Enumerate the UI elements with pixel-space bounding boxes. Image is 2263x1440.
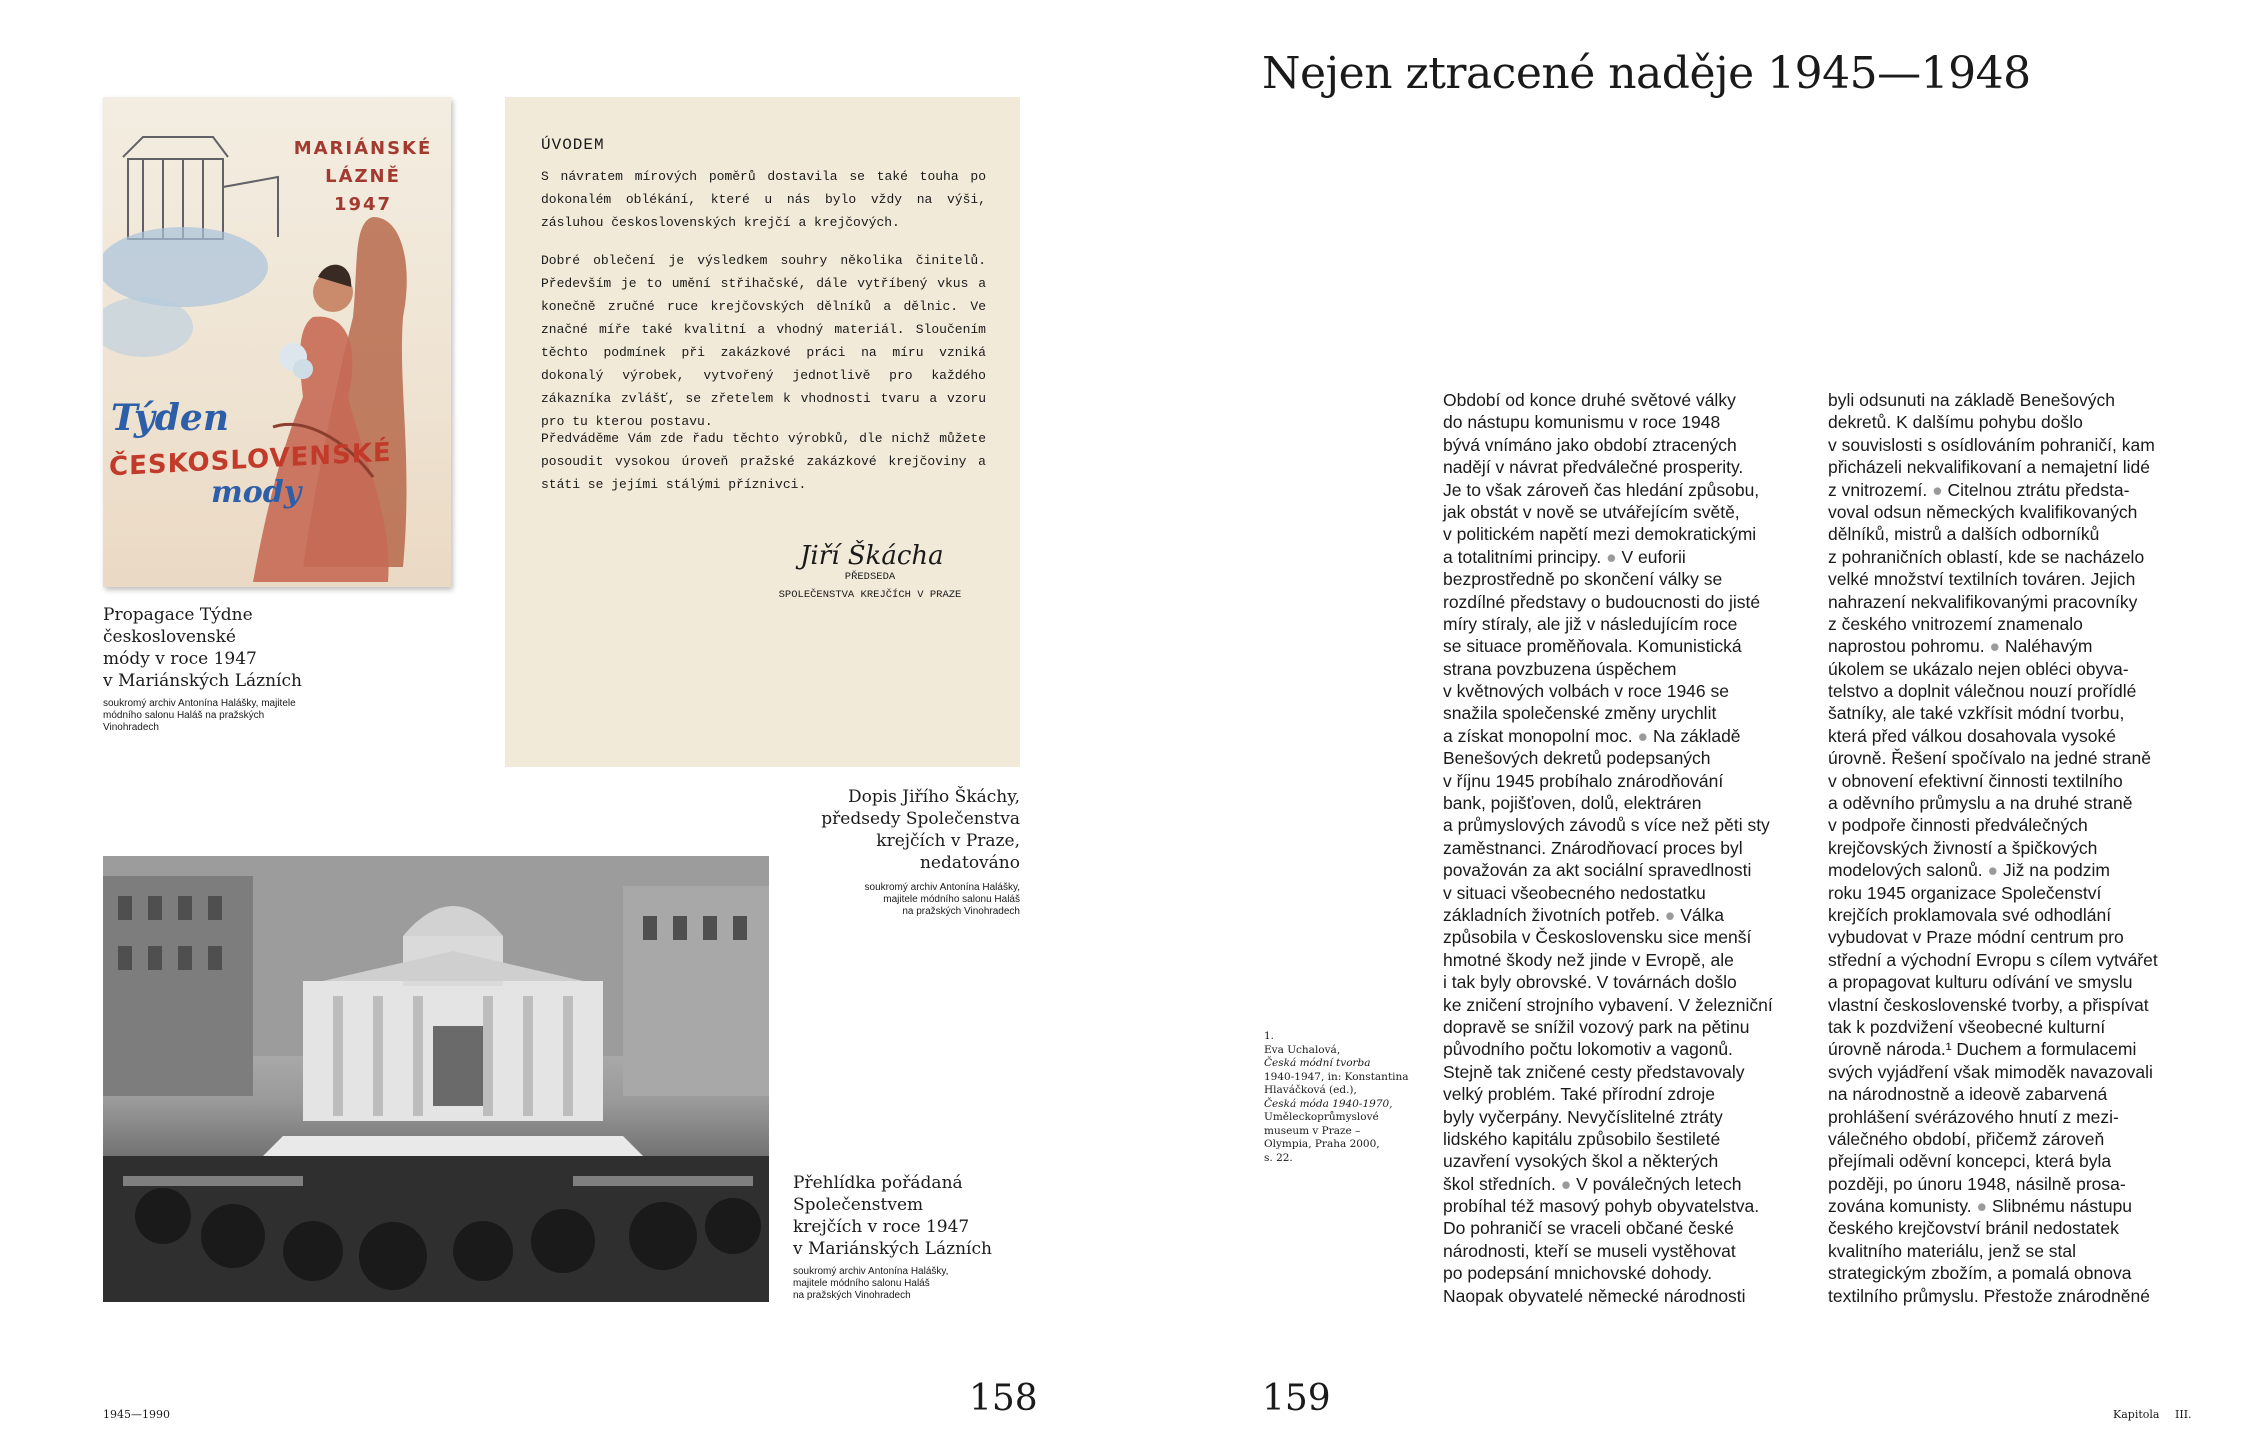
body-text-line: velké množství textilních továren. Jejich	[1828, 569, 2136, 590]
section-bullet-icon: ●	[1637, 725, 1649, 746]
poster-text-ceskoslovenske: ČESKOSLOVENSKÉ	[109, 437, 392, 483]
photo-caption: Přehlídka pořádaná Společenstvem krejčích v roce 1947 v Mariánských Lázních	[793, 1173, 992, 1259]
body-text-line: bývá vnímáno jako období ztracených	[1443, 434, 1737, 455]
body-text-line: bezprostředně po skončení války se	[1443, 569, 1723, 590]
page-number: 159	[1262, 1378, 1331, 1419]
body-text-line: v říjnu 1945 probíhalo znárodňování	[1443, 770, 1724, 791]
body-text-line: telstvo a doplnit válečnou nouzí prořídlé	[1828, 681, 2137, 702]
body-text-line: se situace proměňovala. Komunistická	[1443, 636, 1742, 657]
body-text-line: tak k pozdvižení všeobecné kulturní	[1828, 1016, 2106, 1037]
section-bullet-icon: ●	[1976, 1196, 1988, 1217]
body-text-line: a totalitními principy. ● V euforii	[1443, 546, 1686, 567]
body-text-line: ke zničení strojního vybavení. V železniční	[1443, 994, 1773, 1015]
body-text-line: snažila společenské změny urychlit	[1443, 703, 1717, 724]
body-text-line: i tak byly obrovské. V továrnách došlo	[1443, 972, 1737, 993]
body-text-line: Naopak obyvatelé německé národnosti	[1443, 1285, 1746, 1306]
body-text-line: úkolem se ukázalo nejen obléci obyva-	[1828, 658, 2129, 679]
letter-image	[505, 97, 1020, 767]
body-text-line: modelových salonů. ● Již na podzim	[1828, 860, 2110, 881]
fashion-show-photo	[103, 856, 769, 1302]
body-text-line: národnosti, kteří se museli vystěhovat	[1443, 1240, 1736, 1261]
body-text-line: nahrazení nekvalifikovanými pracovníky	[1828, 591, 2138, 612]
letter-signatory-role: PŘEDSEDA SPOLEČENSTVA KREJČÍCH V PRAZE	[778, 571, 962, 601]
body-text-line: Stejně tak zničené cesty představovaly	[1443, 1061, 1745, 1082]
body-text-line: svých vyjádření však mimoděk navazovali	[1828, 1061, 2153, 1082]
body-text-line: roku 1945 organizace Společenství	[1828, 882, 2102, 903]
body-text-line: krejčovských živností a špičkových	[1828, 837, 2098, 858]
body-text-line: vlastní československé tvorby, a přispívat	[1828, 994, 2149, 1015]
body-text-line: škol středních. ● V poválečných letech	[1443, 1173, 1742, 1194]
body-text-line: lidského kapitálu způsobilo šestileté	[1443, 1128, 1721, 1149]
body-text-line: v politickém napětí mezi demokratickými	[1443, 524, 1757, 545]
body-text-line: Do pohraničí se vraceli občané české	[1443, 1218, 1734, 1239]
letter-source: soukromý archiv Antonína Halášky, majitele módního salonu Haláš na pražských Vinohradech	[864, 882, 1020, 917]
body-text-line: a průmyslových závodů s více než pěti sty	[1443, 815, 1770, 836]
body-text-line: Je to však zároveň čas hledání způsobu,	[1443, 479, 1760, 500]
body-text-line: uzavření vysokých škol a některých	[1443, 1151, 1719, 1172]
body-text-line: Benešových dekretů podepsaných	[1443, 748, 1711, 769]
body-text-line: krejčích proklamovala své odhodlání	[1828, 904, 2112, 925]
body-text-line: z vnitrozemí. ● Citelnou ztrátu předsta-	[1828, 479, 2130, 500]
body-text-line: Období od konce druhé světové války	[1443, 390, 1736, 410]
footnote: 1. Eva Uchalová, Česká módní tvorba 1940-1947, in: Konstantina Hlaváčková (ed.), Česká móda 1940-1970, Uměleckoprůmyslové museum v Praze – Olympia, Praha 2000, s. 22.	[1264, 1030, 1409, 1164]
body-text-line: a propagovat kulturu odívání ve smyslu	[1828, 972, 2133, 993]
body-text-line: míry stíraly, ale již v následujícím roce	[1443, 613, 1738, 634]
letter-signature: Jiří Škácha	[800, 541, 944, 571]
body-text-line: vybudovat v Praze módní centrum pro	[1828, 927, 2124, 948]
body-text-line: dekretů. K dalšímu pohybu došlo	[1828, 412, 2083, 433]
body-text-line: z pohraničních oblastí, kde se nacházelo	[1828, 546, 2145, 567]
body-text-line: původního počtu lokomotiv a vagonů.	[1443, 1039, 1733, 1060]
body-text-line: českého krejčovství bránil nedostatek	[1828, 1218, 2119, 1239]
body-text-line: později, po únoru 1948, násilně prosa-	[1828, 1173, 2126, 1194]
body-text-line: základních životních potřeb. ● Válka	[1443, 904, 1725, 925]
body-text-line: střední a východní Evropu s cílem vytvářet	[1828, 949, 2158, 970]
section-bullet-icon: ●	[1989, 636, 2001, 657]
running-footer-chapter-number: III.	[2175, 1408, 2192, 1421]
body-text-line: byli odsunuti na základě Benešových	[1828, 390, 2115, 410]
section-bullet-icon: ●	[1606, 546, 1617, 567]
poster-text-mody: mody	[211, 475, 302, 510]
poster-text-tyden: Týden	[111, 397, 230, 439]
body-text-line: strategickým zbožím, a pomalá obnova	[1828, 1263, 2132, 1284]
running-footer-chapter: Kapitola	[2113, 1408, 2160, 1421]
body-text-line: považován za akt sociální spravedlnosti	[1443, 860, 1752, 881]
body-text-line: která před válkou dosahovala vysoké	[1828, 725, 2116, 746]
fashion-show-illustration	[103, 856, 769, 1302]
body-text-line: úrovně. Řešení spočívalo na jedné straně	[1828, 748, 2151, 769]
body-text-line: voval odsun německých kvalifikovaných	[1828, 501, 2138, 522]
body-text-line: zována komunisty. ● Slibnému nástupu	[1828, 1196, 2133, 1217]
body-text-line: přicházeli nekvalifikovaní a nemajetní lidé	[1828, 457, 2150, 478]
body-text-line: zaměstnanci. Znárodňovací proces byl	[1443, 837, 1743, 858]
body-text-line: na národnostně a ideově zabarvená	[1828, 1084, 2108, 1105]
poster-caption: Propagace Týdne československé módy v roce 1947 v Mariánských Lázních	[103, 605, 302, 691]
body-text-line: strana povzbuzena úspěchem	[1443, 658, 1677, 679]
body-text-line: úrovně národa.¹ Duchem a formulacemi	[1828, 1039, 2137, 1060]
letter-paragraph: Předváděme Vám zde řadu těchto výrobků, dle nichž můžete posoudit vysokou úroveň pražské zakázkové krejčoviny a státi se jejími stálými příznivci.	[541, 431, 986, 492]
chapter-title: Nejen ztracené naděje 1945—1948	[1262, 48, 2031, 99]
body-text-line: v obnovení efektivní činnosti textilního	[1828, 770, 2123, 791]
body-text-line: v situaci všeobecného nedostatku	[1443, 882, 1706, 903]
body-column-2	[1828, 389, 2188, 1307]
body-text-line: způsobila v Československu sice menší	[1443, 927, 1752, 948]
body-text-line: hmotné škody než jinde v Evropě, ale	[1443, 949, 1734, 970]
poster-image	[103, 97, 451, 587]
body-text-line: a oděvního průmyslu a na druhé straně	[1828, 793, 2133, 814]
left-page	[0, 0, 1131, 1440]
running-footer: 1945—1990	[103, 1408, 170, 1421]
body-text-line: z českého vnitrozemí znamenalo	[1828, 613, 2083, 634]
body-text-line: velký problém. Také přírodní zdroje	[1443, 1084, 1716, 1105]
poster-source: soukromý archiv Antonína Halášky, majitele módního salonu Haláš na pražských Vinohradech	[103, 698, 296, 733]
body-text-line: v souvislosti s osídlováním pohraničí, kam	[1828, 434, 2155, 455]
body-text-line: dopravě se snížil vozový park na pětinu	[1443, 1016, 1750, 1037]
body-text-line: naprostou pohromu. ● Naléhavým	[1828, 636, 2093, 657]
letter-paragraph: Dobré oblečení je výsledkem souhry několika činitelů. Především je to umění střihačské, dále vytříbený vkus a konečně zručné ruce krejčovských dělníků a dělnic. Ve značné míře také kvalitní a vhodný materiál. Sloučením těchto podmínek při zakázkové práci na míru vzniká dokonalý výrobek, vytvořený jednotlivě pro každého zákazníka zvlášť, se zřetelem k vhodnosti tvaru a vzoru pro tu kterou postavu.	[541, 253, 986, 429]
letter-caption: Dopis Jiřího Škáchy, předsedy Společenstva krejčích v Praze, nedatováno	[821, 787, 1020, 873]
section-bullet-icon: ●	[1987, 860, 1999, 881]
letter-paragraph: S návratem mírových poměrů dostavila se také touha po dokonalém oblékání, které u nás bylo vždy na výši, zásluhou československých krejčí a krejčových.	[541, 169, 986, 230]
body-text-line: bank, pojišťoven, dolů, elektráren	[1443, 793, 1702, 814]
body-text-line: po podepsání mnichovské dohody.	[1443, 1263, 1713, 1284]
section-bullet-icon: ●	[1932, 479, 1943, 500]
body-text-line: v květnových volbách v roce 1946 se	[1443, 681, 1729, 702]
body-text-line: probíhal též masový pohyb obyvatelstva.	[1443, 1196, 1760, 1217]
body-text-line: do nástupu komunismu v roce 1948	[1443, 412, 1721, 433]
body-text-line: jak obstát v nově se utvářejícím světě,	[1443, 501, 1740, 522]
body-text-line: rozdílné představy o budoucnosti do jisté	[1443, 591, 1761, 612]
section-bullet-icon: ●	[1664, 904, 1676, 925]
poster-title: MARIÁNSKÉ LÁZNĚ 1947	[293, 138, 433, 215]
body-text-line: prohlášení svérázového hnutí z mezi-	[1828, 1106, 2119, 1127]
body-text-line: šatníky, ale také vzkřísit módní tvorbu,	[1828, 703, 2125, 724]
body-text-line: textilního průmyslu. Přestože znárodněné	[1828, 1285, 2150, 1306]
letter-heading: ÚVODEM	[541, 136, 605, 154]
body-text-line: v podpoře činnosti předválečných	[1828, 815, 2088, 836]
body-text-line: a získat monopolní moc. ● Na základě	[1443, 725, 1741, 746]
body-text-line: válečného období, přičemž zároveň	[1828, 1128, 2105, 1149]
section-bullet-icon: ●	[1560, 1173, 1572, 1194]
body-text-line: přejímali oděvní koncepci, která byla	[1828, 1151, 2112, 1172]
photo-source: soukromý archiv Antonína Halášky, majitele módního salonu Haláš na pražských Vinohradech	[793, 1266, 949, 1301]
body-column-1	[1443, 389, 1803, 1307]
page-number: 158	[969, 1378, 1038, 1419]
body-text-line: byly vyčerpány. Nevyčíslitelné ztráty	[1443, 1106, 1723, 1127]
body-text-line: nadějí v návrat předválečné prosperity.	[1443, 457, 1744, 478]
body-text-line: kvalitního materiálu, jenž se stal	[1828, 1240, 2077, 1261]
body-text-line: dělníků, mistrů a dalších odborníků	[1828, 524, 2100, 545]
